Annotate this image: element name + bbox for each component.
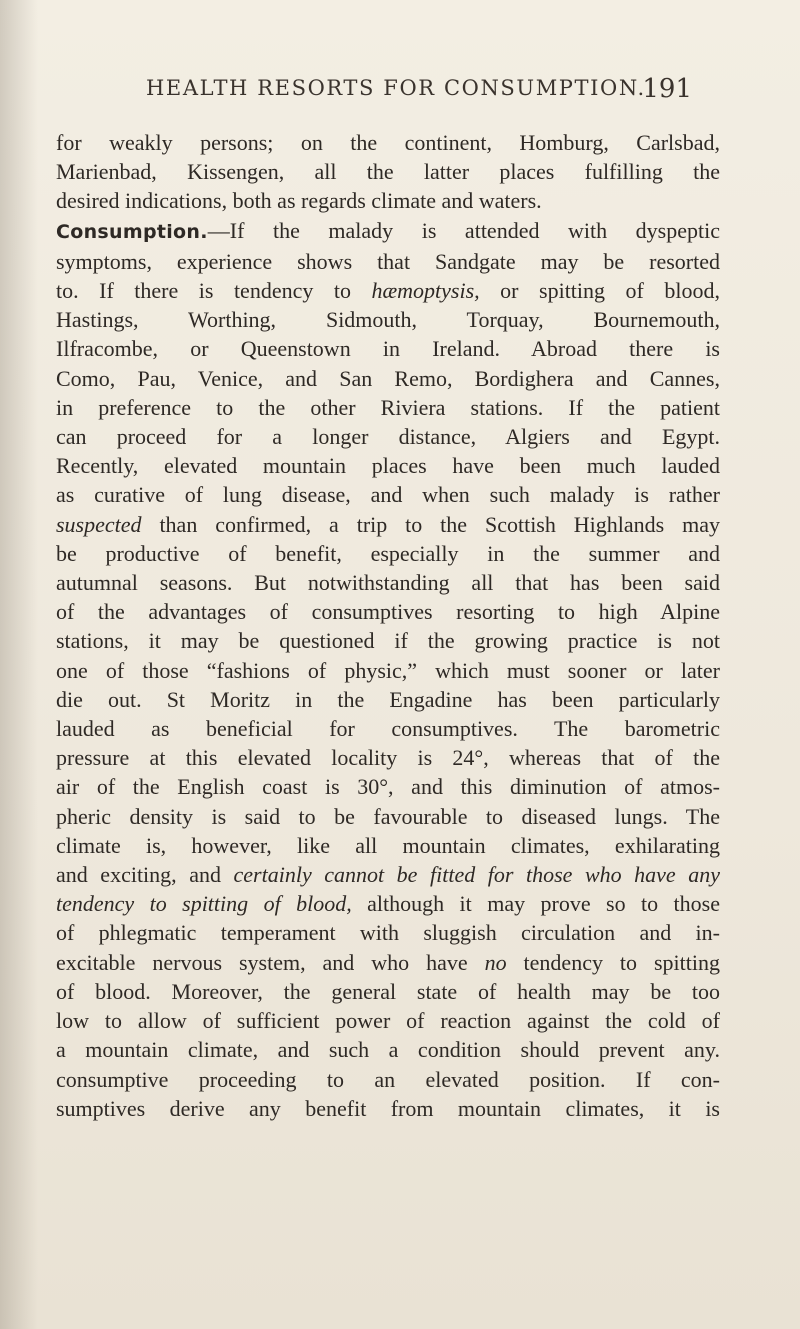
- text-line: [56, 247, 720, 276]
- text-run: of blood. Moreover, the general state of health may be too: [56, 978, 720, 1004]
- text-run: pheric density is said to be favourable to diseased lungs. The: [56, 803, 720, 829]
- text-run: although it may prove so to those: [351, 891, 720, 917]
- text-run: air of the English coast is 30°, and this diminution of atmos-: [56, 774, 720, 800]
- section-heading: Consumption.: [56, 220, 208, 243]
- text-run: Marienbad, Kissengen, all the latter places fulfilling the: [56, 159, 720, 185]
- text-run: Recently, elevated mountain places have been much lauded: [56, 453, 720, 479]
- text-line: [56, 216, 720, 247]
- text-line: [56, 1094, 720, 1123]
- body-text: [56, 128, 720, 1123]
- text-line: [56, 305, 720, 334]
- text-run: to. If there is tendency to: [56, 278, 372, 304]
- text-run: of the advantages of consumptives resorting to high Alpine: [56, 599, 720, 625]
- text-run: than confirmed, a trip to the Scottish Highlands may: [141, 511, 720, 537]
- text-run: of phlegmatic temperament with sluggish circulation and in-: [56, 920, 720, 946]
- text-line: [56, 568, 720, 597]
- text-line: [56, 1006, 720, 1035]
- text-run: can proceed for a longer distance, Algiers and Egypt.: [56, 424, 720, 450]
- text-run: low to allow of sufficient power of reaction against the cold of: [56, 1008, 720, 1034]
- text-run: a mountain climate, and such a condition should prevent any.: [56, 1037, 720, 1063]
- text-line: [56, 539, 720, 568]
- text-run: autumnal seasons. But notwithstanding all that has been said: [56, 570, 720, 596]
- text-run: one of those “fashions of physic,” which must sooner or later: [56, 657, 720, 683]
- text-line: [56, 1035, 720, 1064]
- text-run: —If the malady is attended with dyspeptic: [207, 217, 720, 243]
- text-run: for weakly persons; on the continent, Homburg, Carlsbad,: [56, 130, 720, 155]
- italic-text: no: [484, 949, 507, 975]
- page-number: 191: [642, 74, 692, 104]
- text-line: [56, 334, 720, 363]
- text-line: [56, 393, 720, 422]
- text-line: [56, 685, 720, 714]
- text-run: excitable nervous system, and who have: [56, 949, 485, 975]
- text-run: sumptives derive any benefit from mountain climates, it is: [56, 1095, 720, 1121]
- text-run: and exciting, and: [56, 862, 234, 888]
- text-run: lauded as beneficial for consumptives. The barometric: [56, 716, 720, 742]
- text-line: [56, 510, 720, 539]
- italic-text: suspected: [56, 511, 142, 537]
- text-line: [56, 831, 720, 860]
- text-run: in preference to the other Riviera stations. If the patient: [56, 394, 720, 420]
- text-run: Ilfracombe, or Queenstown in Ireland. Abroad there is: [56, 336, 720, 362]
- text-run: die out. St Moritz in the Engadine has been particularly: [56, 686, 720, 712]
- text-run: pressure at this elevated locality is 24°, whereas that of the: [56, 745, 720, 771]
- text-run: be productive of benefit, especially in the summer and: [56, 540, 720, 566]
- text-line: [56, 743, 720, 772]
- text-line: [56, 772, 720, 801]
- text-line: [56, 597, 720, 626]
- text-run: tendency to spitting: [506, 949, 720, 975]
- text-line: [56, 128, 720, 157]
- text-line: [56, 157, 720, 186]
- text-run: consumptive proceeding to an elevated position. If con-: [56, 1066, 720, 1092]
- text-line: [56, 802, 720, 831]
- text-run: Hastings, Worthing, Sidmouth, Torquay, Bournemouth,: [56, 307, 720, 333]
- text-run: stations, it may be questioned if the growing practice is not: [56, 628, 720, 654]
- text-line: [56, 186, 720, 215]
- gutter-shadow: [0, 0, 38, 1329]
- text-line: [56, 451, 720, 480]
- text-run: symptoms, experience shows that Sandgate may be resorted: [56, 248, 720, 274]
- italic-text: tendency to spitting of blood,: [56, 891, 352, 917]
- text-run: or spitting of blood,: [479, 278, 720, 304]
- text-run: Como, Pau, Venice, and San Remo, Bordighera and Cannes,: [56, 365, 720, 391]
- text-run: as curative of lung disease, and when such malady is rather: [56, 482, 720, 508]
- text-line: [56, 480, 720, 509]
- text-line: [56, 977, 720, 1006]
- text-line: [56, 918, 720, 947]
- text-line: [56, 626, 720, 655]
- italic-text: certainly cannot be fitted for those who have any: [233, 862, 720, 888]
- text-line: [56, 1065, 720, 1094]
- text-line: [56, 714, 720, 743]
- page-header: [146, 74, 692, 114]
- text-line: [56, 656, 720, 685]
- text-run: climate is, however, like all mountain climates, exhilarating: [56, 832, 720, 858]
- text-line: [56, 860, 720, 889]
- text-line: [56, 364, 720, 393]
- text-line: [56, 422, 720, 451]
- italic-text: hæmoptysis,: [371, 278, 480, 304]
- text-line: [56, 948, 720, 977]
- text-line: [56, 889, 720, 918]
- running-head: HEALTH RESORTS FOR CONSUMPTION.: [146, 76, 646, 100]
- text-line: [56, 276, 720, 305]
- text-run: desired indications, both as regards climate and waters.: [56, 188, 542, 214]
